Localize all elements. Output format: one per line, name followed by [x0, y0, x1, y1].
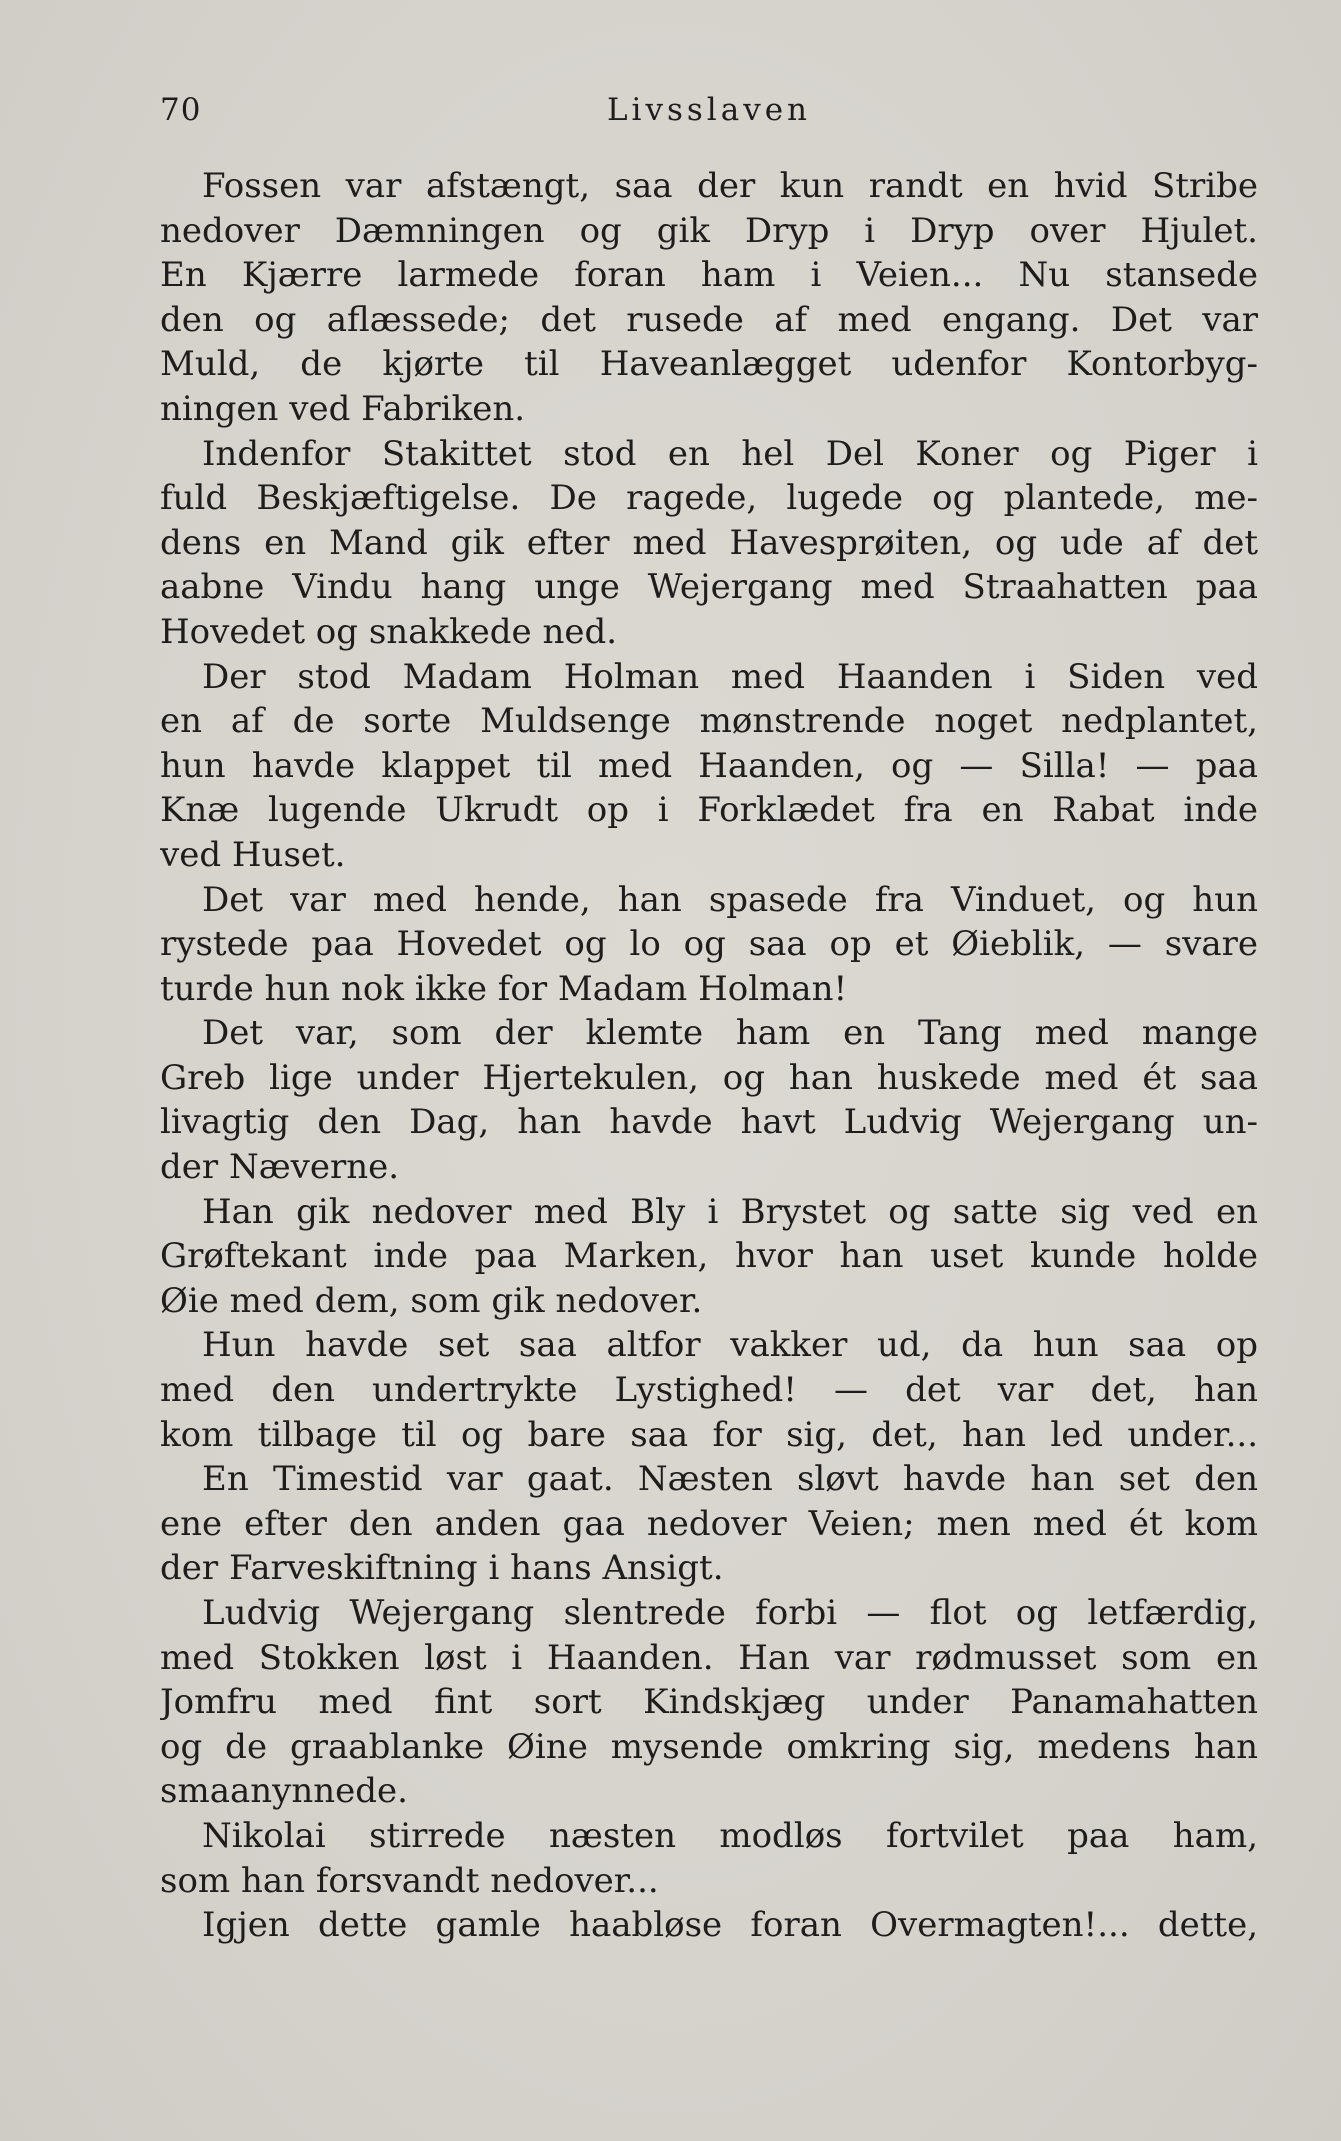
text-line: med Stokken løst i Haanden. Han var rødmusset som en — [160, 1637, 1258, 1678]
text-line: ved Huset. — [160, 834, 346, 875]
text-line: Det var, som der klemte ham en Tang med mange — [202, 1013, 1258, 1054]
text-line: Øie med dem, som gik nedover. — [160, 1280, 703, 1321]
text-line: Muld, de kjørte til Haveanlægget udenfor Kontorbyg- — [160, 344, 1258, 385]
text-line: rystede paa Hovedet og lo og saa op et Øieblik, — svare — [160, 924, 1258, 965]
text-line: En Timestid var gaat. Næsten sløvt havde han set den — [202, 1459, 1258, 1500]
text-line: Han gik nedover med Bly i Brystet og satte sig ved en — [202, 1191, 1258, 1232]
text-line: Fossen var afstængt, saa der kun randt en hvid Stribe — [202, 166, 1258, 206]
text-line: ningen ved Fabriken. — [160, 388, 526, 429]
text-line: dens en Mand gik efter med Havesprøiten, og ude af det — [160, 522, 1258, 563]
text-line: der Næverne. — [160, 1147, 400, 1188]
text-line: livagtig den Dag, han havde havt Ludvig Wejergang un- — [160, 1102, 1258, 1143]
text-line: en af de sorte Muldsenge mønstrende noget nedplantet, — [160, 701, 1258, 742]
text-line: Det var med hende, han spasede fra Vinduet, og hun — [202, 879, 1258, 920]
text-line: hun havde klappet til med Haanden, og — Silla! — paa — [160, 745, 1258, 786]
text-line: og de graablanke Øine mysende omkring sig, medens han — [160, 1726, 1258, 1767]
text-line: Indenfor Stakittet stod en hel Del Koner og Piger i — [202, 433, 1258, 474]
running-title: Livsslaven — [606, 92, 812, 128]
body-text — [160, 164, 1258, 1948]
text-line: Jomfru med fint sort Kindskjæg under Panamahatten — [160, 1682, 1258, 1723]
page-header — [160, 92, 1258, 142]
text-line: med den undertrykte Lystighed! — det var det, han — [160, 1370, 1258, 1411]
text-line: den og aflæssede; det rusede af med engang. Det var — [160, 299, 1258, 340]
text-line: nedover Dæmningen og gik Dryp i Dryp over Hjulet. — [160, 210, 1258, 251]
text-line: Greb lige under Hjertekulen, og han huskede med ét saa — [160, 1057, 1258, 1098]
text-line: fuld Beskjæftigelse. De ragede, lugede og plantede, me- — [160, 478, 1258, 519]
text-line: som han forsvandt nedover... — [160, 1860, 659, 1901]
text-line: Nikolai stirrede næsten modløs fortvilet paa ham, — [202, 1815, 1258, 1856]
text-line: En Kjærre larmede foran ham i Veien... Nu stansede — [160, 255, 1258, 296]
text-line: ene efter den anden gaa nedover Veien; men med ét kom — [160, 1503, 1258, 1544]
text-line: Der stod Madam Holman med Haanden i Siden ved — [202, 656, 1258, 697]
text-line: turde hun nok ikke for Madam Holman! — [160, 968, 848, 1009]
text-line: der Farveskiftning i hans Ansigt. — [160, 1548, 724, 1589]
text-line: Hun havde set saa altfor vakker ud, da hun saa op — [202, 1325, 1258, 1366]
text-line: smaanynnede. — [160, 1771, 408, 1812]
text-line: aabne Vindu hang unge Wejergang med Straahatten paa — [160, 567, 1258, 608]
text-line: kom tilbage til og bare saa for sig, det, han led under... — [160, 1414, 1258, 1455]
text-line: Hovedet og snakkede ned. — [160, 611, 618, 652]
text-line: Ludvig Wejergang slentrede forbi — flot og letfærdig, — [202, 1593, 1258, 1633]
page-number: 70 — [160, 92, 202, 128]
text-line: Grøftekant inde paa Marken, hvor han uset kunde holde — [160, 1236, 1258, 1277]
text-line: Igjen dette gamle haabløse foran Overmagten!... dette, — [202, 1905, 1258, 1946]
text-line: Knæ lugende Ukrudt op i Forklædet fra en Rabat inde — [160, 790, 1258, 831]
